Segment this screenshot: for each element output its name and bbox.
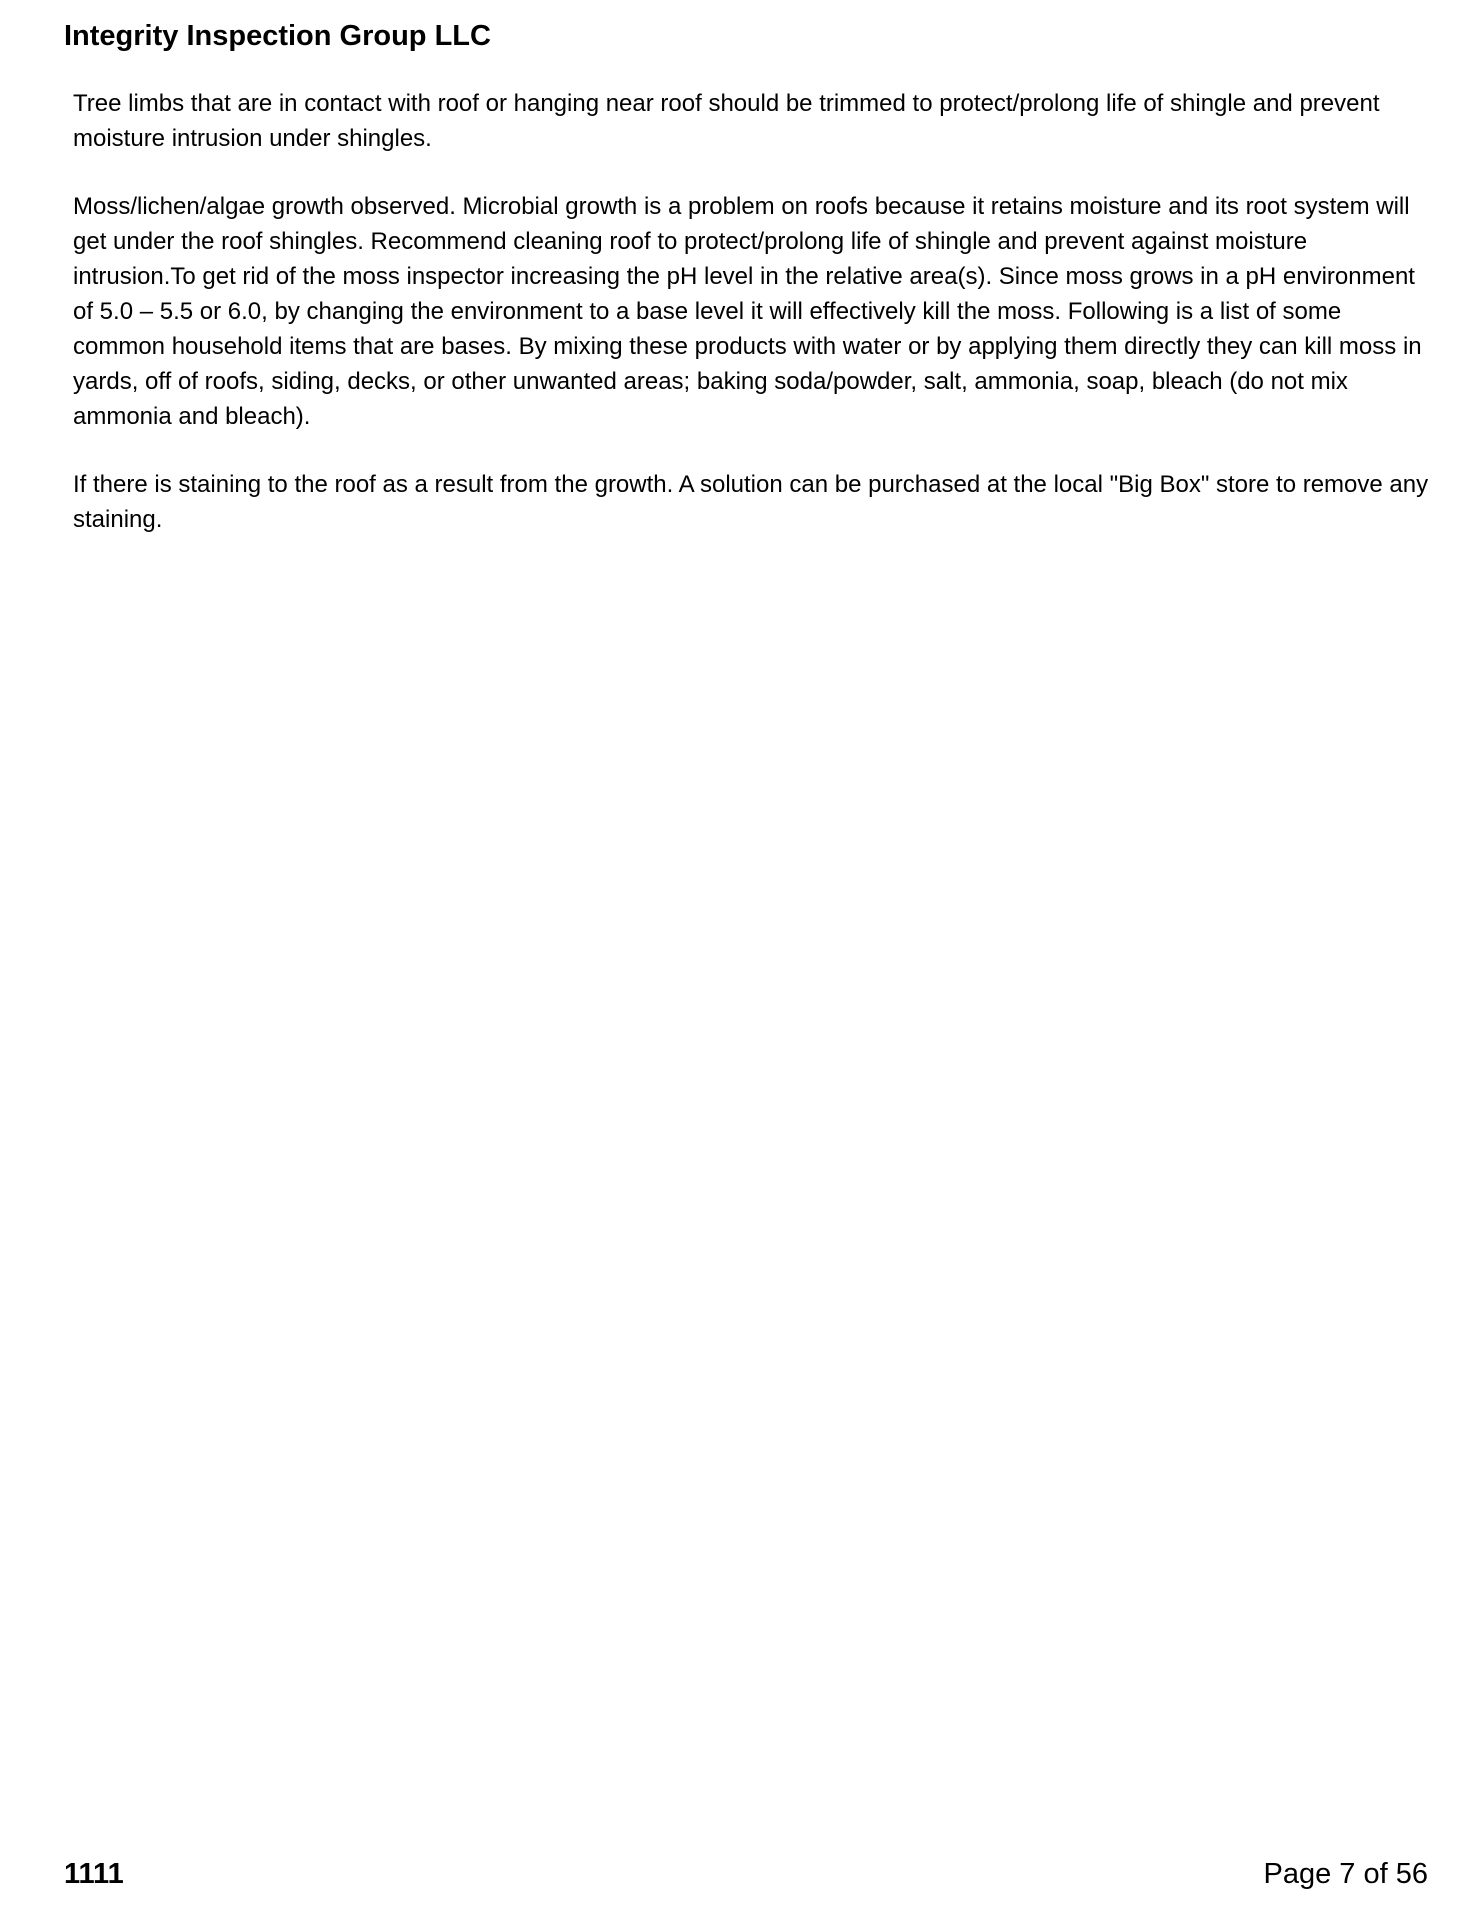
paragraph-staining: If there is staining to the roof as a result from the growth. A solution can be purchased at the local "Big Box" store to remove any staining. xyxy=(73,471,1429,533)
paragraph-tree-limbs: Tree limbs that are in contact with roof or hanging near roof should be trimmed to protect/prolong life of shingle and prevent moisture intrusion under shingles. xyxy=(73,90,1380,152)
paragraph-moss-growth: Moss/lichen/algae growth observed. Microbial growth is a problem on roofs because it retains moisture and its root system will get under the roof shingles. Recommend cleaning roof to protect/prolong life of shingle and prevent against moisture intrusion.To get rid of the moss inspector increasing the pH level in the relative area(s). Since moss grows in a pH environment of 5.0 – 5.5 or 6.0, by changing the environment to a base level it will effectively kill the moss. Following is a list of some common household items that are bases. By mixing these products with water or by applying them directly they can kill moss in yards, off of roofs, siding, decks, or other unwanted areas; baking soda/powder, salt, ammonia, soap, bleach (do not mix ammonia and bleach). xyxy=(73,193,1422,430)
company-name: Integrity Inspection Group LLC xyxy=(64,20,491,52)
report-number: 1111 xyxy=(64,1858,124,1890)
page-number: Page 7 of 56 xyxy=(1263,1858,1428,1890)
report-body xyxy=(73,86,1433,570)
